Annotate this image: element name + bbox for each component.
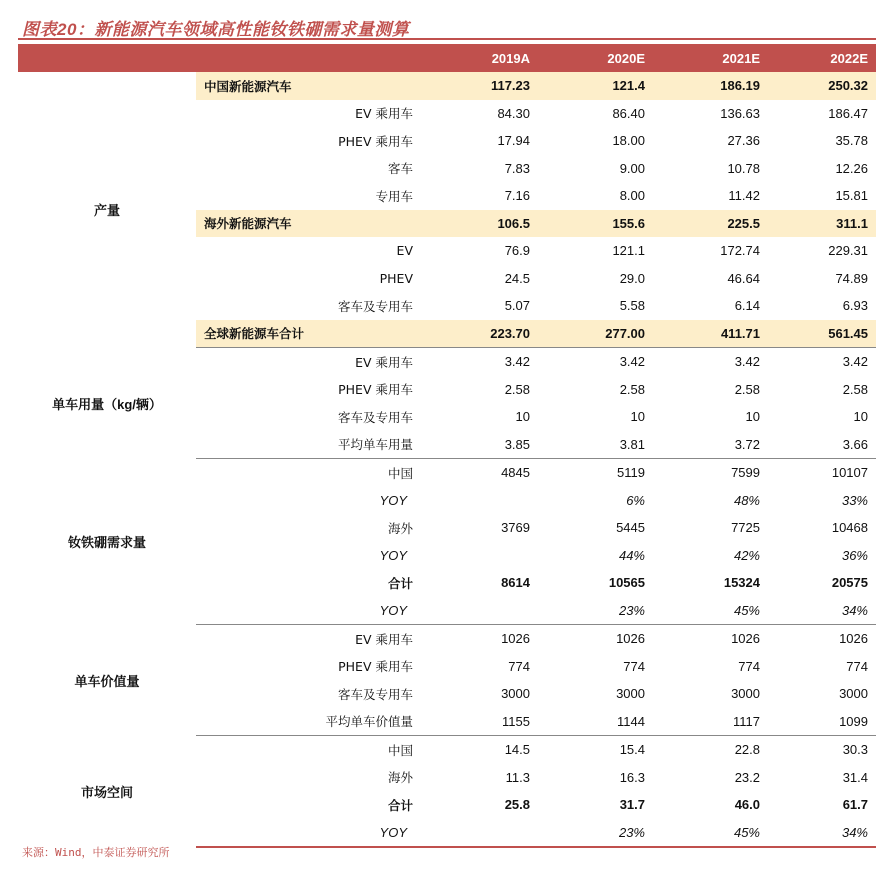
cell-value: 34% [768, 819, 876, 848]
cell-value: 106.5 [421, 210, 538, 238]
cell-value: 17.94 [497, 133, 530, 149]
cell-value: 6.93 [842, 298, 868, 314]
row-label: 客车及专用车 [337, 686, 413, 702]
row-label: 海外 [387, 520, 413, 536]
cell-value [421, 542, 538, 570]
cell-value: 15324 [723, 575, 760, 591]
table-row [18, 625, 876, 653]
cell-value: 121.1 [612, 243, 645, 259]
cell-value [421, 597, 538, 625]
cell-value: 6.14 [734, 298, 760, 314]
cell-value: 1144 [538, 708, 653, 736]
group-production [18, 72, 876, 348]
cell-value: 76.9 [504, 243, 530, 259]
group-label: 单车用量（kg/辆） [52, 396, 162, 412]
cell-value: 42% [733, 547, 760, 563]
cell-value: 15.4 [619, 742, 645, 758]
header-2022e: 2022E [768, 44, 876, 72]
cell-value: 12.26 [835, 160, 868, 176]
cell-value: 35.78 [835, 133, 868, 149]
cell-value: 2.58 [504, 381, 530, 397]
cell-value: 25.8 [504, 797, 530, 813]
cell-value: 7.16 [504, 188, 530, 204]
source-note: 来源：Wind，中泰证券研究所 [22, 846, 170, 859]
cell-value: 1026 [616, 631, 645, 647]
row-label: EV 乘用车 [355, 106, 413, 122]
cell-value: 223.70 [421, 320, 538, 348]
group-ndfeb-demand [18, 459, 876, 625]
cell-value: 1026 [501, 631, 530, 647]
figure-title-bar [18, 12, 876, 40]
row-label: PHEV 乘用车 [338, 659, 413, 675]
cell-value: 10468 [831, 520, 868, 536]
cell-value: 136.63 [720, 105, 760, 121]
row-label: EV 乘用车 [355, 354, 413, 370]
cell-value: 44% [618, 547, 645, 563]
cell-value: 15.81 [835, 188, 868, 204]
cell-value: 3000 [731, 686, 760, 702]
cell-value: 7.83 [504, 160, 530, 176]
cell-value: 45% [653, 597, 768, 625]
cell-value: 10565 [608, 575, 645, 591]
cell-value: 10.78 [727, 160, 760, 176]
cell-value: 225.5 [653, 210, 768, 238]
row-label: 客车 [387, 161, 413, 177]
cell-value: 23.2 [734, 769, 760, 785]
cell-value: 3.42 [619, 354, 645, 370]
cell-value: 36% [841, 547, 868, 563]
cell-value: 3.85 [421, 431, 538, 459]
row-label: 全球新能源车合计 [196, 320, 421, 348]
cell-value: 774 [508, 658, 530, 674]
cell-value: 30.3 [842, 742, 868, 758]
header-2020e: 2020E [538, 44, 653, 72]
row-label: PHEV [379, 270, 413, 286]
cell-value: 10 [745, 409, 760, 425]
cell-value: 11.3 [505, 769, 530, 785]
cell-value: 22.8 [734, 742, 760, 758]
cell-value: 5.07 [504, 298, 530, 314]
cell-value: 774 [623, 658, 645, 674]
cell-value: 3000 [616, 686, 645, 702]
cell-value: 3000 [501, 686, 530, 702]
row-label: 专用车 [375, 188, 413, 204]
row-label: PHEV 乘用车 [338, 133, 413, 149]
group-label: 产量 [93, 203, 120, 219]
cell-value: 1026 [731, 631, 760, 647]
cell-value: 23% [538, 819, 653, 848]
row-label: PHEV 乘用车 [338, 382, 413, 398]
table-row [18, 736, 876, 764]
cell-value: 23% [538, 597, 653, 625]
row-label: YOY [196, 819, 421, 848]
group-label: 市场空间 [80, 784, 133, 800]
row-label: 客车及专用车 [337, 298, 413, 314]
cell-value: 27.36 [727, 133, 760, 149]
cell-value: 10 [515, 409, 530, 425]
cell-value: 411.71 [653, 320, 768, 348]
group-value-per-vehicle [18, 625, 876, 736]
cell-value: 61.7 [842, 797, 868, 813]
cell-value: 31.4 [842, 769, 868, 785]
header-2019a: 2019A [421, 44, 538, 72]
cell-value: 561.45 [768, 320, 876, 348]
header-blank [18, 44, 421, 72]
cell-value: 186.47 [828, 105, 868, 121]
cell-value: 155.6 [538, 210, 653, 238]
group-market-size [18, 736, 876, 848]
group-label: 钕铁硼需求量 [67, 535, 146, 550]
cell-value: 3.66 [768, 431, 876, 459]
cell-value: 3.42 [734, 354, 760, 370]
row-label: 客车及专用车 [337, 409, 413, 425]
row-label: 中国 [387, 742, 413, 758]
cell-value: 84.30 [497, 105, 530, 121]
cell-value: 229.31 [828, 243, 868, 259]
cell-value: 8.00 [619, 188, 645, 204]
cell-value: 10 [853, 409, 868, 425]
cell-value: 31.7 [619, 797, 645, 813]
row-label: YOY [379, 492, 407, 508]
cell-value: 29.0 [619, 270, 645, 286]
cell-value: 2.58 [842, 381, 868, 397]
cell-value: 5.58 [619, 298, 645, 314]
cell-value: 3.42 [504, 354, 530, 370]
cell-value: 172.74 [720, 243, 760, 259]
cell-value: 18.00 [612, 133, 645, 149]
cell-value: 5119 [617, 465, 645, 481]
cell-value: 2.58 [734, 381, 760, 397]
cell-value: 5445 [616, 520, 645, 536]
cell-value: 24.5 [504, 270, 530, 286]
cell-value: 9.00 [619, 160, 645, 176]
cell-value: 3.42 [842, 354, 868, 370]
row-label: 合计 [387, 797, 413, 813]
cell-value: 7599 [731, 465, 760, 481]
cell-value: 48% [733, 492, 760, 508]
table-row [18, 348, 876, 376]
cell-value: 20575 [831, 575, 868, 591]
cell-value: 3769 [501, 520, 530, 536]
row-label: YOY [196, 597, 421, 625]
cell-value: 3000 [839, 686, 868, 702]
cell-value: 3.72 [653, 431, 768, 459]
cell-value: 186.19 [653, 72, 768, 100]
group-usage-per-vehicle [18, 348, 876, 459]
cell-value: 3.81 [538, 431, 653, 459]
cell-value: 117.23 [421, 72, 538, 100]
demand-table [18, 44, 876, 848]
row-label: 合计 [387, 575, 413, 591]
row-label: 平均单车价值量 [196, 708, 421, 736]
cell-value: 7725 [731, 520, 760, 536]
cell-value [421, 487, 538, 515]
cell-value: 121.4 [538, 72, 653, 100]
cell-value: 10107 [831, 465, 868, 481]
cell-value: 2.58 [619, 381, 645, 397]
cell-value: 1026 [839, 631, 868, 647]
figure-title: 图表20：新能源汽车领域高性能钕铁硼需求量测算 [22, 20, 410, 39]
cell-value: 250.32 [768, 72, 876, 100]
cell-value: 46.0 [734, 797, 760, 813]
cell-value: 1117 [653, 708, 768, 736]
row-label: EV 乘用车 [355, 631, 413, 647]
row-label: YOY [379, 547, 407, 563]
table-row [18, 72, 876, 100]
cell-value: 1099 [768, 708, 876, 736]
cell-value: 8614 [501, 575, 530, 591]
cell-value: 46.64 [727, 270, 760, 286]
row-label: 中国 [387, 465, 413, 481]
header-row [18, 44, 876, 72]
cell-value: 4845 [501, 465, 530, 481]
cell-value: 74.89 [835, 270, 868, 286]
cell-value: 311.1 [768, 210, 876, 238]
cell-value: 774 [846, 658, 868, 674]
row-label: 平均单车用量 [196, 431, 421, 459]
row-label: 中国新能源汽车 [196, 72, 421, 100]
cell-value: 10 [630, 409, 645, 425]
table-row [18, 459, 876, 487]
header-2021e: 2021E [653, 44, 768, 72]
group-label: 单车价值量 [74, 673, 140, 689]
row-label: 海外新能源汽车 [196, 210, 421, 238]
cell-value: 11.42 [728, 188, 760, 204]
cell-value: 33% [841, 492, 868, 508]
cell-value: 774 [738, 658, 760, 674]
cell-value: 277.00 [538, 320, 653, 348]
cell-value: 6% [626, 492, 645, 508]
cell-value [421, 819, 538, 848]
cell-value: 16.3 [619, 769, 645, 785]
cell-value: 86.40 [612, 105, 645, 121]
row-label: 海外 [387, 770, 413, 786]
cell-value: 45% [653, 819, 768, 848]
cell-value: 34% [768, 597, 876, 625]
row-label: EV [396, 243, 413, 259]
cell-value: 14.5 [504, 742, 530, 758]
cell-value: 1155 [421, 708, 538, 736]
